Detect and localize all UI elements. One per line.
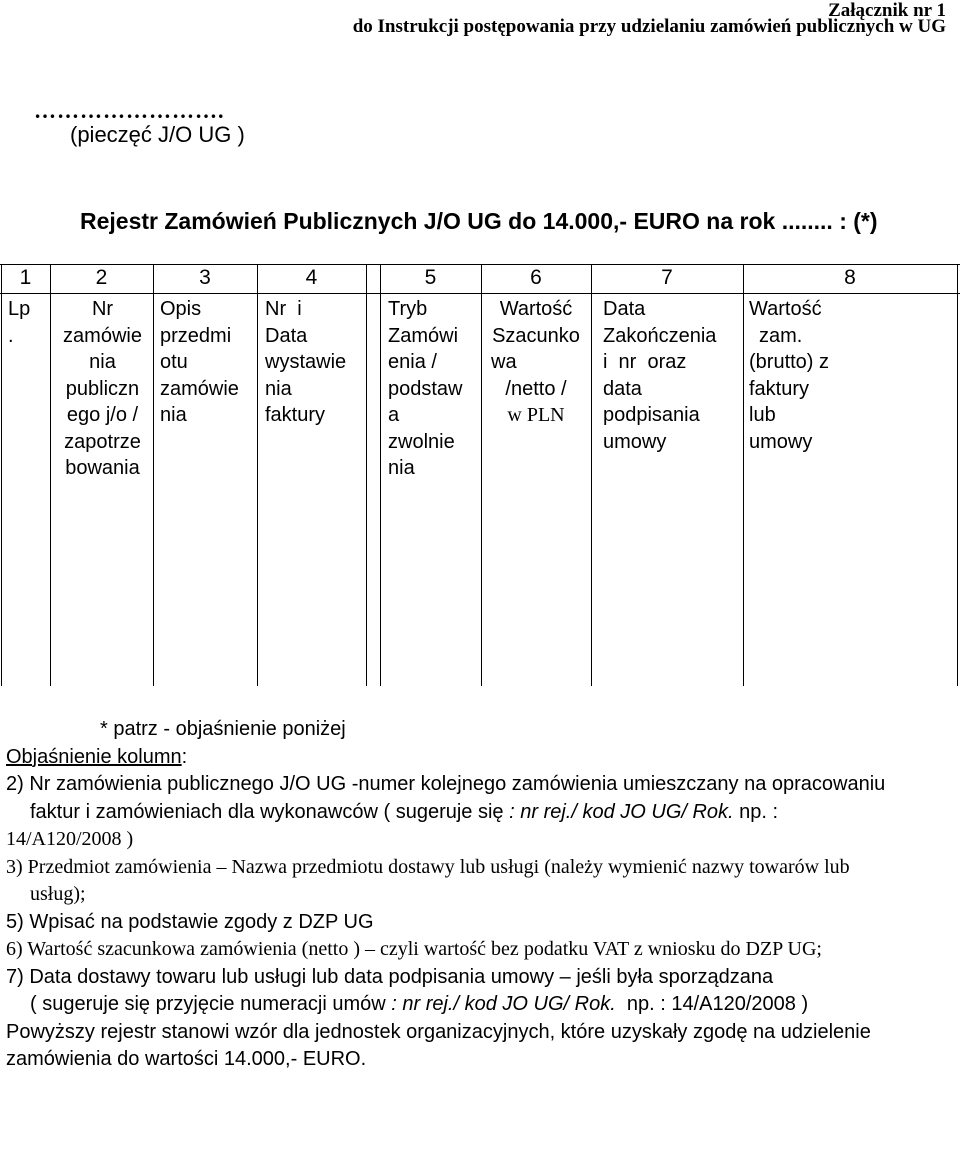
- column-header-lp: Lp .: [8, 298, 31, 347]
- note-5: 5) Wpisać na podstawie zgody z DZP UG: [6, 910, 374, 933]
- note-2: 2) Nr zamówienia publicznego J/O UG -numer kolejnego zamówienia umieszczany na opracowaniu: [6, 773, 886, 795]
- table-top-border: [0, 264, 960, 265]
- col-divider-7: [743, 264, 744, 686]
- note-3-continuation: usług);: [30, 883, 86, 905]
- stamp-dots: …………………….: [34, 98, 225, 123]
- col-divider-6: [591, 264, 592, 686]
- attachment-number: Załącznik nr 1: [828, 0, 946, 21]
- column-number: 6: [530, 266, 542, 289]
- star-note: * patrz - objaśnienie poniżej: [100, 718, 346, 740]
- column-header-order-number: Nr zamówie nia publiczn ego j/o / zapotrze bowania: [63, 298, 142, 479]
- column-number: 5: [424, 266, 437, 289]
- col-divider-1: [50, 264, 51, 686]
- column-header-completion-date: Data Zakończenia i nr oraz data podpisania umowy: [603, 298, 717, 453]
- register-title: Rejestr Zamówień Publicznych J/O UG do 14.000,- EURO na rok ........ : (*): [80, 208, 878, 234]
- column-number: 1: [19, 266, 32, 289]
- table-border-left: [1, 264, 2, 686]
- column-header-estimated-value: Wartość Szacunko wa /netto / w PLN: [491, 298, 580, 426]
- table-header-divider: [0, 293, 960, 294]
- explanation-heading: Objaśnienie kolumn:: [6, 745, 188, 768]
- stamp-label: (pieczęć J/O UG ): [70, 122, 245, 147]
- note-6: 6) Wartość szacunkowa zamówienia (netto ) – czyli wartość bez podatku VAT z wniosku do DZP UG;: [6, 938, 822, 960]
- column-header-gross-value: Wartość zam. (brutto) z faktury lub umowy: [749, 298, 830, 453]
- column-number: 8: [844, 266, 856, 289]
- attachment-description: do Instrukcji postępowania przy udzielaniu zamówień publicznych w UG: [352, 16, 946, 37]
- column-header-invoice: Nr i Data wystawie nia faktury: [265, 298, 347, 426]
- note-2-continuation: faktur i zamówieniach dla wykonawców ( sugeruje się : nr rej./ kod JO UG/ Rok. np. :: [30, 800, 779, 823]
- note-7: 7) Data dostawy towaru lub usługi lub data podpisania umowy – jeśli była sporządzana: [6, 965, 774, 988]
- note-2-example: 14/A120/2008 ): [6, 828, 134, 850]
- col-divider-3: [257, 264, 258, 686]
- column-header-mode: Tryb Zamówi enia / podstaw a zwolnie nia: [388, 298, 463, 479]
- note-3: 3) Przedmiot zamówienia – Nazwa przedmiotu dostawy lub usługi (należy wymienić nazwy towarów lub: [6, 855, 850, 878]
- col-divider-4a: [366, 264, 367, 686]
- column-header-description: Opis przedmi otu zamówie nia: [160, 298, 239, 426]
- col-divider-4b: [380, 264, 381, 686]
- col-divider-2: [153, 264, 154, 686]
- column-number: 2: [95, 266, 108, 289]
- notes-section: [6, 716, 954, 1074]
- column-number: 4: [305, 266, 318, 289]
- note-7-continuation: ( sugeruje się przyjęcie numeracji umów : nr rej./ kod JO UG/ Rok. np. : 14/A120/2008 ): [30, 993, 809, 1015]
- column-number: 3: [199, 266, 211, 289]
- table-border-right: [957, 264, 958, 686]
- column-number: 7: [661, 266, 673, 289]
- final-note: Powyższy rejestr stanowi wzór dla jednostek organizacyjnych, które uzyskały zgodę na udzielenie zamówienia do wartości 14.000,- EURO.: [6, 1020, 871, 1070]
